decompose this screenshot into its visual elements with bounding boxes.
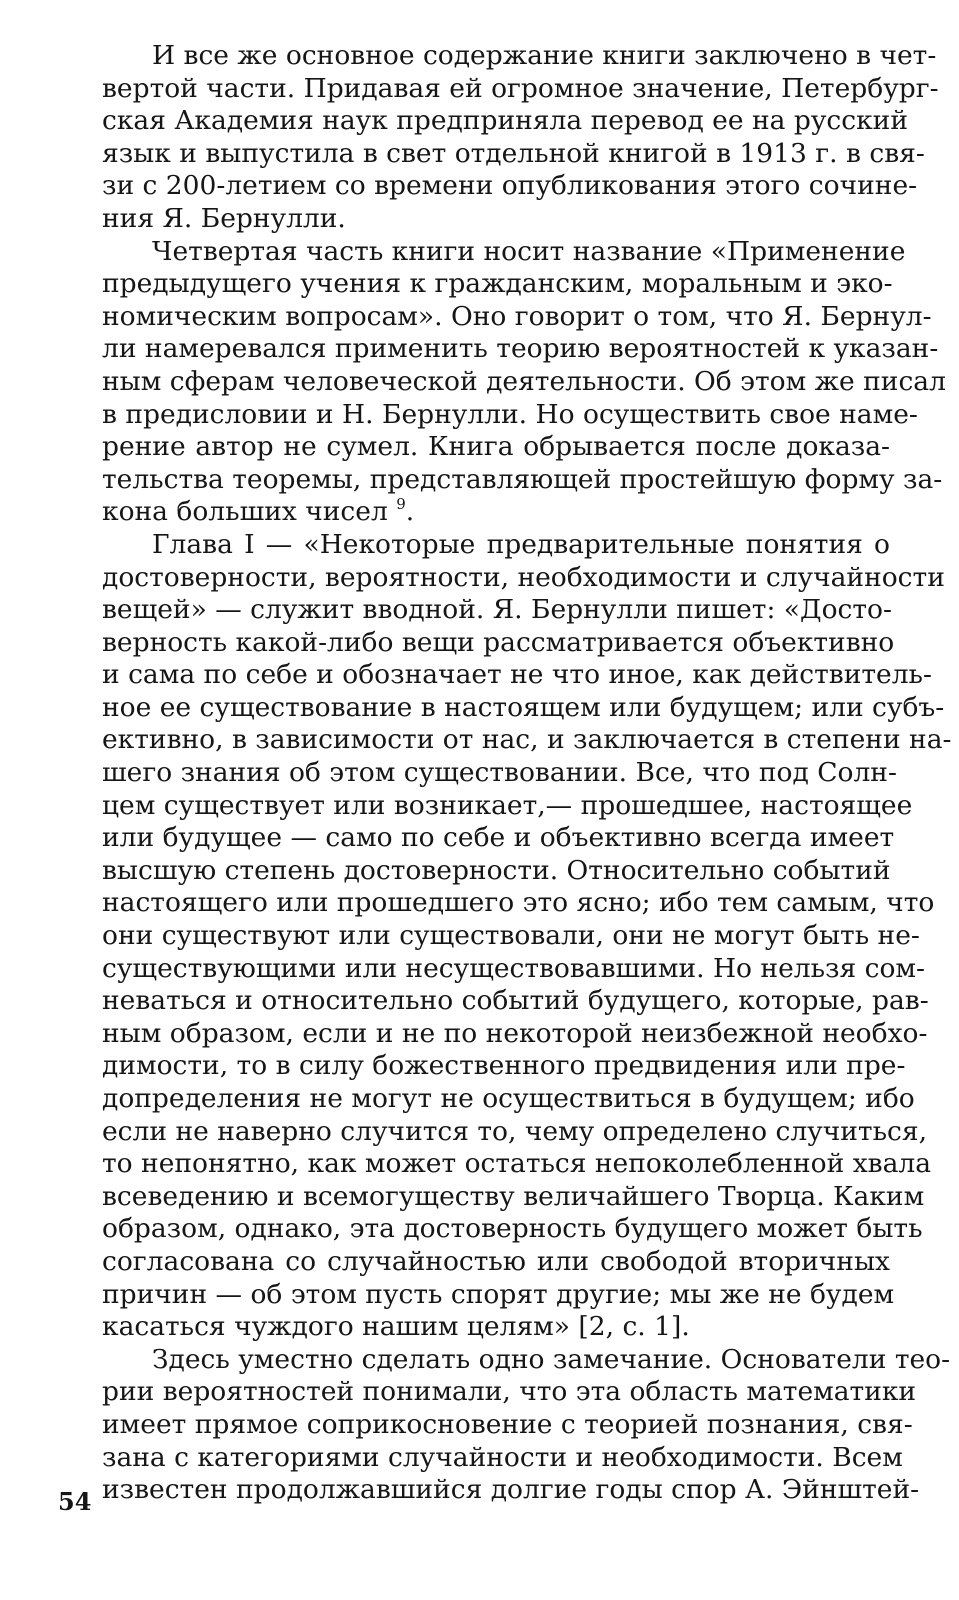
- text-line: ли намеревался применить теорию вероятностей к указан-: [102, 333, 939, 365]
- text-line: существующими или несуществовавшими. Но нельзя сом-: [102, 952, 926, 984]
- text-line: вещей» — служит вводной. Я. Бернулли пишет: «Досто-: [102, 594, 892, 626]
- text-line: ективно, в зависимости от нас, и заключается в степени на-: [102, 724, 952, 756]
- text-line: имеет прямое соприкосновение с теорией познания, свя-: [102, 1408, 913, 1440]
- page-body: [52, 40, 952, 1507]
- text-line: язык и выпустила в свет отдельной книгой в 1913 г. в свя-: [102, 137, 925, 169]
- text-line: зи с 200-летием со времени опубликования этого сочине-: [102, 170, 918, 202]
- text-line: касаться чуждого нашим целям» [2, с. 1].: [102, 1311, 690, 1343]
- text-line: зана с категориями случайности и необходимости. Всем: [102, 1441, 903, 1473]
- footnote-tail: .: [405, 496, 415, 528]
- text-line: рии вероятностей понимали, что эта область математики: [102, 1376, 917, 1408]
- text-line: согласована со случайностью или свободой вторичных: [102, 1245, 890, 1277]
- text-line: допределения не могут не осуществиться в будущем; ибо: [102, 1083, 915, 1114]
- footnote-marker[interactable]: 9: [396, 495, 406, 514]
- text-line: ным образом, если и не по некоторой неизбежной необхо-: [102, 1017, 928, 1049]
- text-line: димости, то в силу божественного предвидения или пре-: [102, 1050, 906, 1082]
- text-line: кона больших чисел: [102, 496, 388, 528]
- text-line: ская Академия наук предприняла перевод ее на русский: [102, 105, 908, 137]
- text-line: они существуют или существовали, они не могут быть не-: [102, 920, 920, 952]
- text-line: ное ее существование в настоящем или будущем; или субъ-: [102, 691, 945, 723]
- text-line: образом, однако, эта достоверность будущего может быть: [102, 1213, 923, 1245]
- text-line: то непонятно, как может остаться непоколебленной хвала: [102, 1148, 932, 1180]
- paragraph-1: [52, 40, 939, 236]
- text-line: если не наверно случится то, чему определено случиться,: [102, 1115, 928, 1147]
- text-line: высшую степень достоверности. Относительно событий: [102, 854, 891, 886]
- text-line: и сама по себе и обозначает не что иное, как действитель-: [102, 659, 932, 691]
- text-line: всеведению и всемогуществу величайшего Творца. Каким: [102, 1180, 925, 1212]
- text-line: известен продолжавшийся долгие годы спор А. Эйнштей-: [102, 1474, 920, 1506]
- text-line: или будущее — само по себе и объективно всегда имеет: [102, 822, 895, 854]
- text-line: в предисловии и Н. Бернулли. Но осуществить свое наме-: [102, 398, 918, 430]
- text-line: номическим вопросам». Оно говорит о том, что Я. Бернул-: [102, 300, 932, 332]
- page-number: 54: [58, 1487, 92, 1516]
- text-line: достоверности, вероятности, необходимости и случайности: [102, 561, 945, 593]
- text-line: Глава I — «Некоторые предварительные понятия о: [152, 528, 890, 560]
- paragraph-2: [52, 235, 946, 529]
- paragraph-3: [52, 528, 952, 1344]
- text-line: Здесь уместно сделать одно замечание. Основатели тео-: [152, 1343, 951, 1375]
- text-line: ным сферам человеческой деятельности. Об этом же писал: [102, 365, 946, 397]
- text-line: шего знания об этом существовании. Все, что под Солн-: [102, 757, 897, 789]
- text-line-with-footnote: [52, 496, 890, 529]
- text-line: верность какой-либо вещи рассматривается объективно: [102, 626, 895, 658]
- text-line: тельства теоремы, представляющей простейшую форму за-: [102, 463, 943, 495]
- text-line: предыдущего учения к гражданским, моральным и эко-: [102, 268, 893, 300]
- text-line: причин — об этом пусть спорят другие; мы же не будем: [102, 1278, 895, 1310]
- paragraph-4: [52, 1343, 951, 1507]
- text-line: цем существует или возникает,— прошедшее, настоящее: [102, 789, 913, 821]
- text-line: настоящего или прошедшего это ясно; ибо тем самым, что: [102, 887, 935, 919]
- text-line: рение автор не сумел. Книга обрывается после доказа-: [102, 431, 890, 463]
- text-line: неваться и относительно событий будущего, которые, рав-: [102, 985, 929, 1017]
- text-line: ния Я. Бернулли.: [102, 202, 346, 234]
- text-line: Четвертая часть книги носит название «Применение: [152, 235, 906, 267]
- text-line: вертой части. Придавая ей огромное значение, Петербург-: [102, 72, 939, 104]
- text-line: И все же основное содержание книги заключено в чет-: [152, 40, 937, 71]
